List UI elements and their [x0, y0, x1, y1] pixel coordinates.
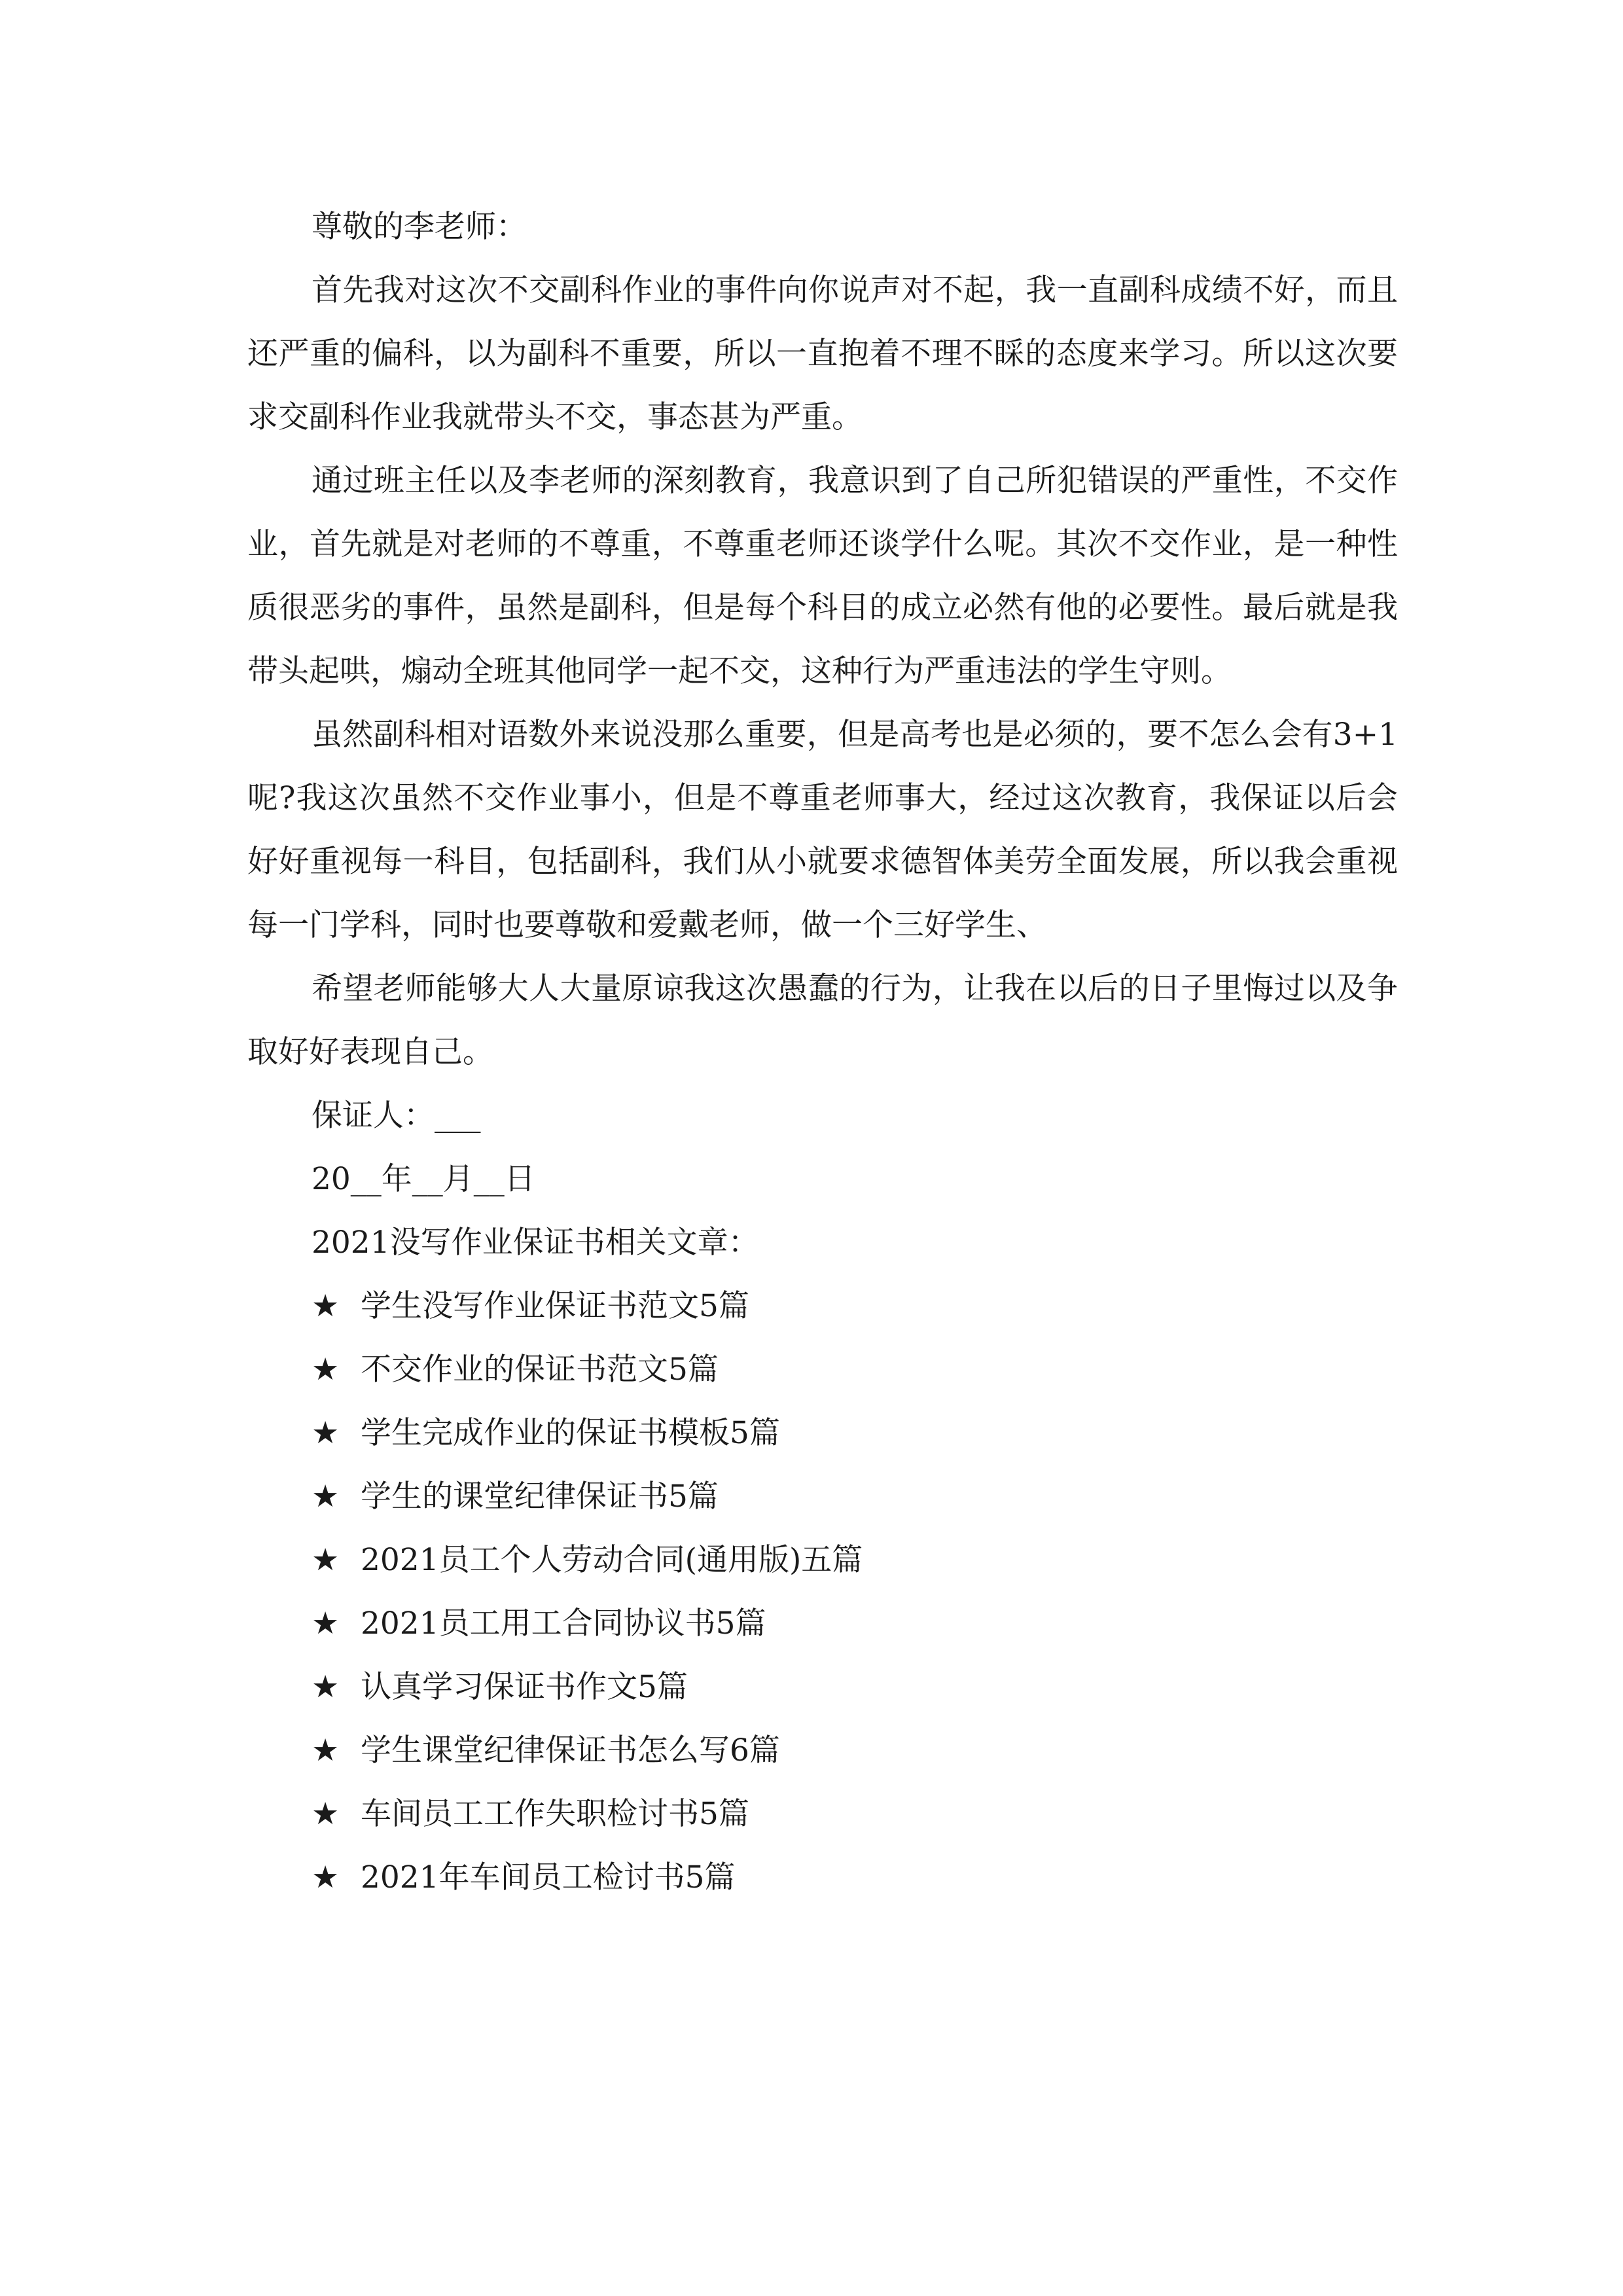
related-article-link[interactable] — [247, 1719, 1398, 1782]
date-line: 20__年__月__日 — [312, 1161, 535, 1197]
related-article-title: 2021员工个人劳动合同(通用版)五篇 — [361, 1542, 863, 1578]
related-article-link[interactable] — [247, 1465, 1398, 1528]
related-article-title: 学生课堂纪律保证书怎么写6篇 — [361, 1732, 780, 1768]
related-article-title: 2021年车间员工检讨书5篇 — [361, 1859, 736, 1895]
related-article-title: 学生没写作业保证书范文5篇 — [361, 1288, 749, 1324]
related-article-link[interactable] — [247, 1401, 1398, 1465]
star-icon: ★ — [312, 1542, 340, 1578]
related-article-title: 学生完成作业的保证书模板5篇 — [361, 1415, 780, 1451]
document-body — [247, 195, 1398, 1909]
related-heading: 2021没写作业保证书相关文章： — [312, 1225, 759, 1261]
paragraph-promise: 虽然副科相对语数外来说没那么重要，但是高考也是必须的，要不怎么会有3+1呢?我这次虽然不交作业事小，但是不尊重老师事大，经过这次教育，我保证以后会好好重视每一科目，包括副科，我们从小就要求德智体美劳全面发展，所以我会重视每一门学科，同时也要尊敬和爱戴老师，做一个三好学生、 — [247, 717, 1398, 943]
related-article-link[interactable] — [247, 1592, 1398, 1655]
star-icon: ★ — [312, 1288, 340, 1324]
star-icon: ★ — [312, 1352, 340, 1388]
related-article-link[interactable] — [247, 1655, 1398, 1719]
star-icon: ★ — [312, 1479, 340, 1515]
related-article-title: 学生的课堂纪律保证书5篇 — [361, 1479, 719, 1515]
related-article-link[interactable] — [247, 1528, 1398, 1592]
star-icon: ★ — [312, 1669, 340, 1705]
related-article-title: 不交作业的保证书范文5篇 — [361, 1352, 719, 1388]
star-icon: ★ — [312, 1415, 340, 1451]
related-article-title: 2021员工用工合同协议书5篇 — [361, 1605, 766, 1641]
related-article-title: 认真学习保证书作文5篇 — [361, 1669, 688, 1705]
related-article-link[interactable] — [247, 1274, 1398, 1338]
star-icon: ★ — [312, 1796, 340, 1832]
star-icon: ★ — [312, 1605, 340, 1641]
salutation: 尊敬的李老师： — [312, 209, 527, 245]
related-article-link[interactable] — [247, 1846, 1398, 1909]
paragraph-realization: 通过班主任以及李老师的深刻教育，我意识到了自己所犯错误的严重性，不交作业，首先就是对老师的不尊重，不尊重老师还谈学什么呢。其次不交作业，是一种性质很恶劣的事件，虽然是副科，但是每个科目的成立必然有他的必要性。最后就是我带头起哄，煽动全班其他同学一起不交，这种行为严重违法的学生守则。 — [247, 463, 1398, 689]
paragraph-apology: 首先我对这次不交副科作业的事件向你说声对不起，我一直副科成绩不好，而且还严重的偏科，以为副科不重要，所以一直抱着不理不睬的态度来学习。所以这次要求交副科作业我就带头不交，事态甚为严重。 — [247, 272, 1398, 435]
paragraph-hope: 希望老师能够大人大量原谅我这次愚蠢的行为，让我在以后的日子里悔过以及争取好好表现自己。 — [247, 971, 1398, 1070]
signer-line: 保证人：___ — [312, 1098, 481, 1134]
star-icon: ★ — [312, 1732, 340, 1768]
related-article-link[interactable] — [247, 1338, 1398, 1401]
related-articles-list — [247, 1274, 1398, 1909]
related-article-title: 车间员工工作失职检讨书5篇 — [361, 1796, 749, 1832]
related-article-link[interactable] — [247, 1782, 1398, 1846]
star-icon: ★ — [312, 1859, 340, 1895]
